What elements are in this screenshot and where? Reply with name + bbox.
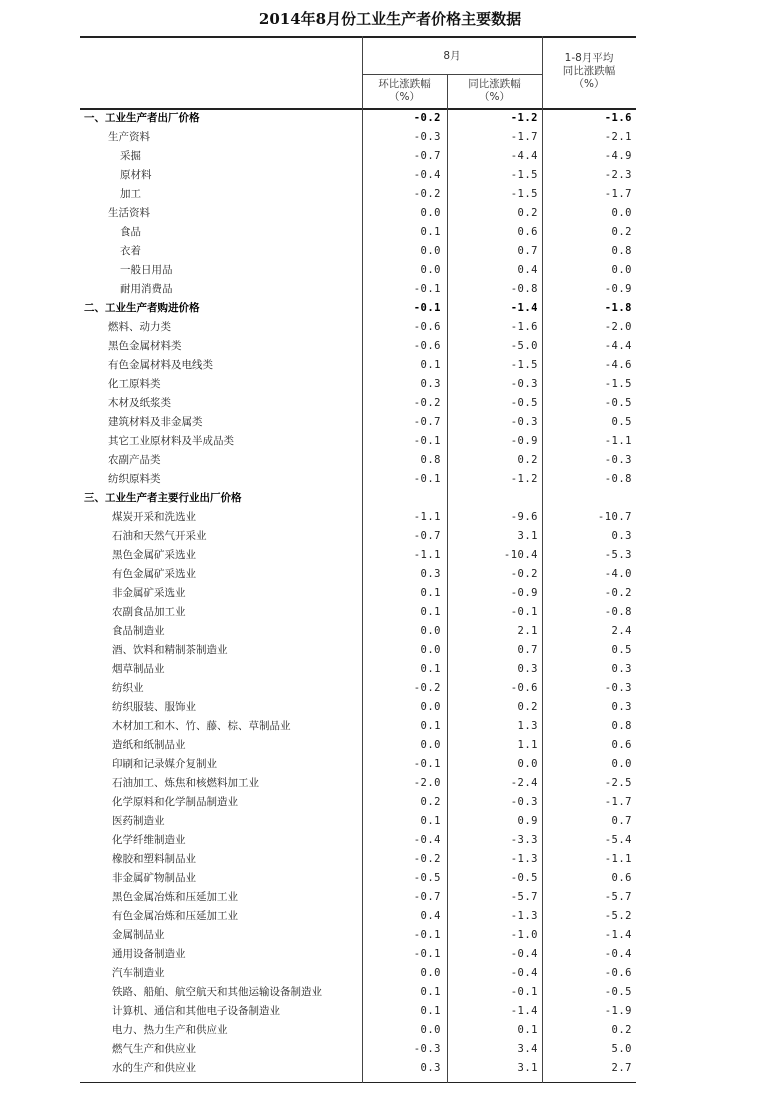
- table-row: [80, 375, 636, 394]
- yoy-value: -0.5: [510, 397, 538, 409]
- avg-value: -1.5: [604, 378, 632, 390]
- table-row: [80, 1059, 636, 1078]
- header-avg-unit: （%）: [573, 78, 605, 90]
- avg-value: 0.2: [611, 1024, 632, 1036]
- yoy-value: 0.7: [517, 245, 538, 257]
- table-row: [80, 945, 636, 964]
- mom-value: 0.0: [420, 1024, 441, 1036]
- avg-value: 0.8: [611, 720, 632, 732]
- yoy-value: -0.9: [510, 435, 538, 447]
- table-row: [80, 812, 636, 831]
- row-label: 二、工业生产者购进价格: [84, 302, 200, 314]
- row-label: 农副产品类: [108, 454, 161, 466]
- yoy-value: -0.2: [510, 568, 538, 580]
- table-row: [80, 204, 636, 223]
- table-row: [80, 736, 636, 755]
- mom-value: 0.0: [420, 625, 441, 637]
- page-title: 2014年8月份工业生产者价格主要数据: [258, 10, 522, 28]
- mom-value: -0.7: [413, 891, 441, 903]
- table-row: [80, 223, 636, 242]
- table-row: [80, 242, 636, 261]
- avg-value: 0.5: [611, 416, 632, 428]
- yoy-value: 0.2: [517, 454, 538, 466]
- mom-value: -0.1: [413, 283, 441, 295]
- avg-value: 0.0: [611, 207, 632, 219]
- mom-value: -0.3: [413, 1043, 441, 1055]
- avg-value: -0.4: [604, 948, 632, 960]
- table-row: [80, 679, 636, 698]
- header-month: 8月: [443, 50, 461, 62]
- row-label: 石油加工、炼焦和核燃料加工业: [112, 777, 259, 789]
- yoy-value: -0.3: [510, 378, 538, 390]
- mom-value: 0.1: [420, 720, 441, 732]
- yoy-value: 3.1: [517, 530, 538, 542]
- mom-value: -0.3: [413, 131, 441, 143]
- avg-value: -0.6: [604, 967, 632, 979]
- avg-value: -2.5: [604, 777, 632, 789]
- mom-value: 0.0: [420, 207, 441, 219]
- yoy-value: -1.0: [510, 929, 538, 941]
- table-row: [80, 489, 636, 508]
- row-label: 纺织业: [112, 682, 144, 694]
- row-label: 食品制造业: [112, 625, 165, 637]
- mom-value: 0.1: [420, 587, 441, 599]
- month-group-rule: [362, 74, 542, 75]
- avg-value: -2.3: [604, 169, 632, 181]
- row-label: 有色金属材料及电线类: [108, 359, 213, 371]
- row-label: 化学原料和化学制品制造业: [112, 796, 238, 808]
- mom-value: 0.4: [420, 910, 441, 922]
- table-row: [80, 394, 636, 413]
- avg-value: 0.8: [611, 245, 632, 257]
- mom-value: 0.2: [420, 796, 441, 808]
- yoy-value: -0.3: [510, 416, 538, 428]
- table-row: [80, 1021, 636, 1040]
- header-avg-line1: 1-8月平均: [564, 52, 614, 64]
- row-label: 一、工业生产者出厂价格: [84, 112, 200, 124]
- row-label: 生活资料: [108, 207, 150, 219]
- mom-value: -0.6: [413, 321, 441, 333]
- avg-value: -0.3: [604, 454, 632, 466]
- mom-value: 0.1: [420, 226, 441, 238]
- row-label: 金属制品业: [112, 929, 165, 941]
- yoy-value: -1.6: [510, 321, 538, 333]
- table-row: [80, 1040, 636, 1059]
- mom-value: -0.1: [413, 948, 441, 960]
- avg-value: -0.3: [604, 682, 632, 694]
- table-row: [80, 755, 636, 774]
- table-row: [80, 907, 636, 926]
- yoy-value: -0.1: [510, 606, 538, 618]
- table-row: [80, 185, 636, 204]
- mom-value: -0.1: [413, 302, 441, 314]
- table-row: [80, 831, 636, 850]
- table-row: [80, 926, 636, 945]
- yoy-value: -1.2: [510, 112, 538, 124]
- yoy-value: 0.6: [517, 226, 538, 238]
- avg-value: -0.9: [604, 283, 632, 295]
- yoy-value: 3.4: [517, 1043, 538, 1055]
- table-row: [80, 850, 636, 869]
- yoy-value: 0.3: [517, 663, 538, 675]
- table-row: [80, 698, 636, 717]
- avg-value: -5.4: [604, 834, 632, 846]
- table-row: [80, 432, 636, 451]
- avg-value: -1.7: [604, 796, 632, 808]
- yoy-value: -1.5: [510, 169, 538, 181]
- yoy-value: -9.6: [510, 511, 538, 523]
- yoy-value: -0.8: [510, 283, 538, 295]
- row-label: 石油和天然气开采业: [112, 530, 207, 542]
- table-row: [80, 546, 636, 565]
- yoy-value: 2.1: [517, 625, 538, 637]
- yoy-value: -1.4: [510, 1005, 538, 1017]
- avg-value: -1.6: [604, 112, 632, 124]
- mom-value: -0.5: [413, 872, 441, 884]
- mom-value: -0.7: [413, 530, 441, 542]
- row-label: 烟草制品业: [112, 663, 165, 675]
- row-label: 纺织原料类: [108, 473, 161, 485]
- yoy-value: 0.2: [517, 701, 538, 713]
- yoy-value: -1.3: [510, 910, 538, 922]
- row-label: 建筑材料及非金属类: [108, 416, 203, 428]
- table-row: [80, 565, 636, 584]
- header-mom: [362, 78, 447, 104]
- row-label: 三、工业生产者主要行业出厂价格: [84, 492, 242, 504]
- yoy-value: 3.1: [517, 1062, 538, 1074]
- row-label: 酒、饮料和精制茶制造业: [112, 644, 228, 656]
- table-row: [80, 793, 636, 812]
- row-label: 黑色金属材料类: [108, 340, 182, 352]
- table-row: [80, 166, 636, 185]
- yoy-value: -5.7: [510, 891, 538, 903]
- yoy-value: -0.4: [510, 948, 538, 960]
- table-row: [80, 964, 636, 983]
- yoy-value: -2.4: [510, 777, 538, 789]
- yoy-value: 1.1: [517, 739, 538, 751]
- mom-value: 0.8: [420, 454, 441, 466]
- mom-value: -0.2: [413, 853, 441, 865]
- row-label: 非金属矿采选业: [112, 587, 186, 599]
- header-yoy: [447, 78, 542, 104]
- table-row: [80, 128, 636, 147]
- table-row: [80, 660, 636, 679]
- mom-value: -0.2: [413, 112, 441, 124]
- yoy-value: -1.7: [510, 131, 538, 143]
- avg-value: -0.8: [604, 473, 632, 485]
- row-label: 生产资料: [108, 131, 150, 143]
- avg-value: -2.0: [604, 321, 632, 333]
- avg-value: 0.3: [611, 530, 632, 542]
- header-yoy-unit: （%）: [479, 91, 510, 103]
- mom-value: -0.1: [413, 758, 441, 770]
- yoy-value: -1.5: [510, 359, 538, 371]
- avg-value: -4.0: [604, 568, 632, 580]
- row-label: 燃气生产和供应业: [112, 1043, 196, 1055]
- avg-value: -2.1: [604, 131, 632, 143]
- avg-value: -10.7: [597, 511, 632, 523]
- table-row: [80, 337, 636, 356]
- mom-value: -1.1: [413, 549, 441, 561]
- row-label: 非金属矿物制品业: [112, 872, 196, 884]
- mom-value: 0.1: [420, 1005, 441, 1017]
- yoy-value: 0.9: [517, 815, 538, 827]
- yoy-value: -10.4: [503, 549, 538, 561]
- avg-value: -0.2: [604, 587, 632, 599]
- row-label: 黑色金属矿采选业: [112, 549, 196, 561]
- avg-value: -1.1: [604, 435, 632, 447]
- avg-value: 0.3: [611, 663, 632, 675]
- yoy-value: 0.7: [517, 644, 538, 656]
- avg-value: -1.4: [604, 929, 632, 941]
- row-label: 加工: [120, 188, 141, 200]
- table-row: [80, 413, 636, 432]
- avg-value: -0.8: [604, 606, 632, 618]
- table-row: [80, 147, 636, 166]
- row-label: 耐用消费品: [120, 283, 173, 295]
- row-label: 燃料、动力类: [108, 321, 171, 333]
- table-row: [80, 888, 636, 907]
- mom-value: 0.3: [420, 568, 441, 580]
- mom-value: 0.1: [420, 986, 441, 998]
- yoy-value: -3.3: [510, 834, 538, 846]
- mom-value: -0.7: [413, 150, 441, 162]
- mom-value: 0.0: [420, 739, 441, 751]
- mom-value: -0.1: [413, 929, 441, 941]
- yoy-value: -0.4: [510, 967, 538, 979]
- mom-value: 0.1: [420, 815, 441, 827]
- mom-value: -0.1: [413, 435, 441, 447]
- avg-value: 2.4: [611, 625, 632, 637]
- avg-value: -5.7: [604, 891, 632, 903]
- yoy-value: -0.6: [510, 682, 538, 694]
- row-label: 电力、热力生产和供应业: [112, 1024, 228, 1036]
- table-bottom-rule: [80, 1082, 636, 1083]
- table-row: [80, 318, 636, 337]
- avg-value: -1.9: [604, 1005, 632, 1017]
- mom-value: 0.3: [420, 378, 441, 390]
- table-body: [80, 109, 636, 1078]
- yoy-value: -1.5: [510, 188, 538, 200]
- header-avg-line2: 同比涨跌幅: [562, 65, 616, 77]
- mom-value: 0.0: [420, 245, 441, 257]
- mom-value: -2.0: [413, 777, 441, 789]
- row-label: 有色金属矿采选业: [112, 568, 196, 580]
- price-table: [80, 36, 636, 1083]
- table-row: [80, 470, 636, 489]
- yoy-value: 1.3: [517, 720, 538, 732]
- mom-value: -0.2: [413, 682, 441, 694]
- mom-value: -0.4: [413, 169, 441, 181]
- mom-value: 0.0: [420, 967, 441, 979]
- row-label: 有色金属冶炼和压延加工业: [112, 910, 238, 922]
- header-yoy-label: 同比涨跌幅: [468, 78, 521, 90]
- mom-value: -0.2: [413, 397, 441, 409]
- avg-value: 0.7: [611, 815, 632, 827]
- avg-value: -4.9: [604, 150, 632, 162]
- avg-value: 2.7: [611, 1062, 632, 1074]
- yoy-value: 0.4: [517, 264, 538, 276]
- yoy-value: -4.4: [510, 150, 538, 162]
- row-label: 通用设备制造业: [112, 948, 186, 960]
- table-row: [80, 109, 636, 128]
- table-row: [80, 508, 636, 527]
- avg-value: 0.6: [611, 872, 632, 884]
- row-label: 汽车制造业: [112, 967, 165, 979]
- table-row: [80, 584, 636, 603]
- table-row: [80, 869, 636, 888]
- table-row: [80, 451, 636, 470]
- table-top-rule: [80, 36, 636, 38]
- avg-value: -1.1: [604, 853, 632, 865]
- yoy-value: -1.4: [510, 302, 538, 314]
- mom-value: -0.7: [413, 416, 441, 428]
- yoy-value: -5.0: [510, 340, 538, 352]
- table-row: [80, 622, 636, 641]
- row-label: 黑色金属冶炼和压延加工业: [112, 891, 238, 903]
- mom-value: -0.1: [413, 473, 441, 485]
- avg-value: 0.5: [611, 644, 632, 656]
- yoy-value: 0.0: [517, 758, 538, 770]
- yoy-value: -0.5: [510, 872, 538, 884]
- avg-value: 0.2: [611, 226, 632, 238]
- row-label: 其它工业原材料及半成品类: [108, 435, 234, 447]
- avg-value: 5.0: [611, 1043, 632, 1055]
- table-row: [80, 261, 636, 280]
- mom-value: 0.0: [420, 644, 441, 656]
- row-label: 橡胶和塑料制品业: [112, 853, 196, 865]
- table-row: [80, 280, 636, 299]
- yoy-value: -0.9: [510, 587, 538, 599]
- row-label: 造纸和纸制品业: [112, 739, 186, 751]
- header-avg: [542, 52, 636, 91]
- row-label: 食品: [120, 226, 141, 238]
- table-row: [80, 1002, 636, 1021]
- mom-value: -0.6: [413, 340, 441, 352]
- avg-value: 0.0: [611, 264, 632, 276]
- row-label: 纺织服装、服饰业: [112, 701, 196, 713]
- yoy-value: -1.3: [510, 853, 538, 865]
- row-label: 医药制造业: [112, 815, 165, 827]
- table-row: [80, 356, 636, 375]
- avg-value: 0.3: [611, 701, 632, 713]
- mom-value: 0.1: [420, 359, 441, 371]
- table-row: [80, 299, 636, 318]
- row-label: 铁路、船舶、航空航天和其他运输设备制造业: [112, 986, 322, 998]
- avg-value: -1.7: [604, 188, 632, 200]
- row-label: 木材及纸浆类: [108, 397, 171, 409]
- avg-value: 0.6: [611, 739, 632, 751]
- table-row: [80, 717, 636, 736]
- mom-value: -0.4: [413, 834, 441, 846]
- yoy-value: 0.1: [517, 1024, 538, 1036]
- mom-value: 0.0: [420, 701, 441, 713]
- avg-value: -1.8: [604, 302, 632, 314]
- mom-value: 0.1: [420, 606, 441, 618]
- row-label: 农副食品加工业: [112, 606, 186, 618]
- avg-value: -5.2: [604, 910, 632, 922]
- row-label: 采掘: [120, 150, 141, 162]
- yoy-value: -0.1: [510, 986, 538, 998]
- avg-value: -4.6: [604, 359, 632, 371]
- avg-value: -4.4: [604, 340, 632, 352]
- avg-value: -0.5: [604, 397, 632, 409]
- mom-value: 0.1: [420, 663, 441, 675]
- mom-value: 0.3: [420, 1062, 441, 1074]
- table-row: [80, 527, 636, 546]
- header-mom-label: 环比涨跌幅: [378, 78, 431, 90]
- row-label: 原材料: [120, 169, 152, 181]
- row-label: 化学纤维制造业: [112, 834, 186, 846]
- table-row: [80, 774, 636, 793]
- mom-value: -1.1: [413, 511, 441, 523]
- row-label: 计算机、通信和其他电子设备制造业: [112, 1005, 280, 1017]
- header-mom-unit: （%）: [389, 91, 420, 103]
- mom-value: -0.2: [413, 188, 441, 200]
- row-label: 化工原料类: [108, 378, 161, 390]
- yoy-value: 0.2: [517, 207, 538, 219]
- avg-value: -0.5: [604, 986, 632, 998]
- avg-value: -5.3: [604, 549, 632, 561]
- yoy-value: -1.2: [510, 473, 538, 485]
- row-label: 煤炭开采和洗选业: [112, 511, 196, 523]
- table-row: [80, 641, 636, 660]
- row-label: 木材加工和木、竹、藤、棕、草制品业: [112, 720, 291, 732]
- row-label: 衣着: [120, 245, 141, 257]
- table-row: [80, 603, 636, 622]
- avg-value: 0.0: [611, 758, 632, 770]
- mom-value: 0.0: [420, 264, 441, 276]
- row-label: 一般日用品: [120, 264, 173, 276]
- table-row: [80, 983, 636, 1002]
- yoy-value: -0.3: [510, 796, 538, 808]
- row-label: 水的生产和供应业: [112, 1062, 196, 1074]
- row-label: 印刷和记录媒介复制业: [112, 758, 217, 770]
